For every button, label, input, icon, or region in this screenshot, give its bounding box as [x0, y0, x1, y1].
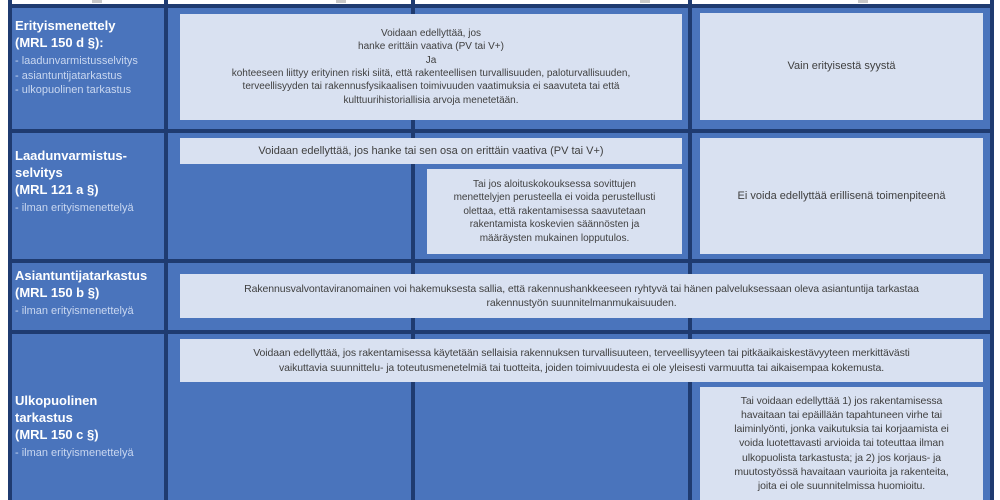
row-subitems: - ilman erityismenettelyä — [15, 304, 134, 317]
row-header-ulkopuolinen-tarkastus — [15, 393, 157, 461]
row-title: Laadunvarmistus- selvitys (MRL 121 a §) — [15, 148, 127, 197]
condition-text: Ei voida edellyttää erillisenä toimenpiteenä — [737, 189, 946, 202]
column-divider-3 — [688, 0, 692, 500]
row-subitems: - laadunvarmistusselvitys - asiantuntijatarkastus - ulkopuolinen tarkastus — [15, 54, 138, 97]
condition-text: Vain erityisestä syystä — [787, 60, 896, 73]
row-divider-1 — [8, 129, 994, 133]
cut-off-text-remnant — [336, 0, 346, 3]
column-divider-1 — [164, 0, 168, 500]
table-border-top — [8, 4, 994, 8]
row-title: Ulkopuolinen tarkastus (MRL 150 c §) — [15, 393, 99, 442]
condition-box-laadunvarmistus-mid — [427, 169, 682, 254]
row-title: Asiantuntijatarkastus (MRL 150 b §) — [15, 268, 148, 300]
row-header-erityismenettely — [15, 18, 157, 98]
cut-off-text-remnant — [92, 0, 102, 3]
row-divider-2 — [8, 259, 994, 263]
condition-box-asiantuntijatarkastus — [180, 274, 983, 318]
condition-box-laadunvarmistus-top — [180, 138, 682, 164]
condition-text: Tai jos aloituskokouksessa sovittujen menettelyjen perusteella ei voida perustellusti olettaa, että rakentamisessa saavutetaan rakentamista koskevien säännösten ja määräysten mukainen lopputulos. — [453, 179, 656, 244]
row-header-laadunvarmistusselvitys — [15, 148, 157, 216]
condition-text: Voidaan edellyttää, jos hanke erittäin vaativa (PV tai V+) Ja kohteeseen liittyy erityinen riski siitä, että rakenteellisen turvallisuuden, paloturvallisuuden, terveellisyyden tai rakennusfysikaalisen toimivuuden vaatimuksia ei saavuteta tai että kulttuurihistoriallisia arvoja menetetään. — [231, 27, 631, 106]
row-subitems: - ilman erityismenettelyä — [15, 446, 134, 459]
condition-text: Tai voidaan edellyttää 1) jos rakentamisessa havaitaan tai epäillään tapahtuneen virhe tai laiminlyönti, jonka vaikutuksia tai korjaamista ei voida luotettavasti arvioida tai toteuttaa ilman ulkopuolista tarkastusta; ja 2) jos korjaus- ja muutostyössä havaitaan vaurioita ja rakenteita, joita ei ole suunnitelmissa huomioitu. — [734, 395, 949, 492]
condition-box-erityismenettely-right — [700, 13, 983, 120]
cut-off-text-remnant — [858, 0, 868, 3]
table-border-left — [8, 0, 12, 500]
condition-box-ulkopuolinen-top — [180, 339, 983, 382]
condition-text: Voidaan edellyttää, jos hanke tai sen osa on erittäin vaativa (PV tai V+) — [258, 144, 604, 157]
row-subitems: - ilman erityismenettelyä — [15, 201, 134, 214]
row-divider-3 — [8, 330, 994, 334]
cut-off-text-remnant — [640, 0, 650, 3]
condition-box-erityismenettely-main — [180, 14, 682, 120]
row-header-asiantuntijatarkastus — [15, 268, 157, 319]
condition-text: Rakennusvalvontaviranomainen voi hakemuksesta sallia, että rakennushankkeeseen ryhtyvä tai hänen palveluksessaan oleva asiantuntija tarkastaa rakennustyön suunnitelmanmukaisuuden. — [244, 282, 919, 309]
table-border-right — [990, 0, 994, 500]
condition-text: Voidaan edellyttää, jos rakentamisessa käytetään sellaisia rakennuksen turvallisuuteen, terveellisyyteen tai pitkäaikaiskestävyyteen merkittävästi vaikuttavia suunnittelu- ja toteutusmenetelmiä tai tuotteita, joiden toimivuudesta ei ole yleisesti varmuutta tai aikaisempaa kokemusta. — [253, 347, 910, 374]
condition-box-laadunvarmistus-right — [700, 138, 983, 254]
condition-box-ulkopuolinen-right — [700, 387, 983, 500]
row-title: Erityismenettely (MRL 150 d §): — [15, 18, 116, 50]
